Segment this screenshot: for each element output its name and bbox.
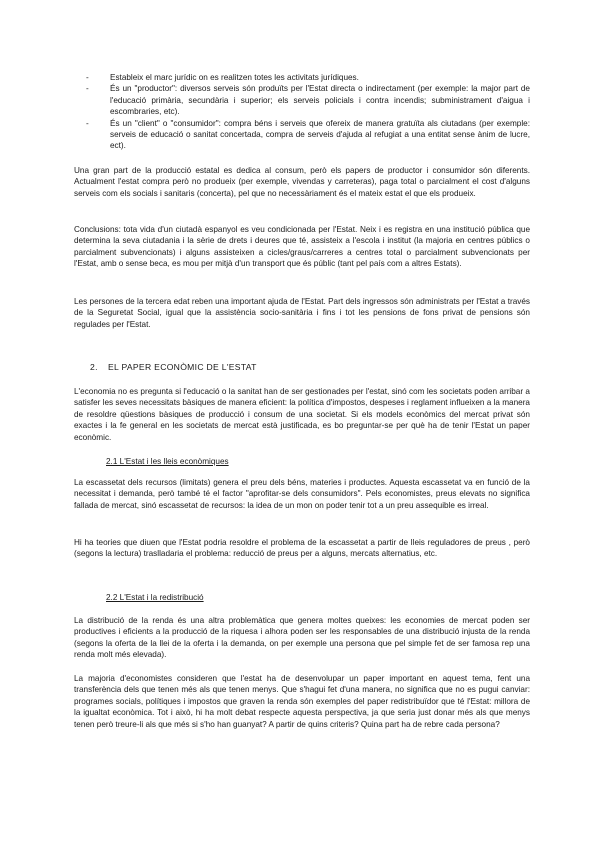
paragraph-production: Una gran part de la producció estatal es dedica al consum, però els papers de productor i consumidor són diferents. Actualment l'estat compra però no produeix (per exemple, vivendas y carreteras), paga total o parcialment el cost d'alguns serveis com els socials i sanitaris (concerta), pel que no necessàriament és el mateix estat el que els produeix. (74, 166, 530, 198)
bullet-marker: - (86, 84, 89, 94)
paragraph-redistribution: La majoria d'economistes consideren que l'estat ha de desenvolupar un paper important en aquest tema, fent una transferència dels que tenen més als que tenen menys. Que s'hagui fet d'una manera, no significa que no es pugui canviar: programes socials, polítiques i impostos que graven la renda són exemples del paper redistribuïdor que té l'Estat: millora de la igualtat econòmica. Tot i això, hi ha molt debat respecte aquesta perspectiva, ja que seria just donar més als que menys tenen però treure-li als que més si s'ho han guanyat? A partir de quins criteris? Quina part ha de rebre cada persona? (74, 674, 530, 729)
bullet-text: És un "client" o "consumidor": compra béns i serveis que ofereix de manera gratuïta als ciutadans (per exemple: serveis de educació o sanitat concertada, compra de serveis d'ajuda al refugiat a una entitat sense ànim de lucre, ect). (110, 118, 530, 151)
paragraph-price-laws: Hi ha teories que diuen que l'Estat podria resoldre el problema de la escassetat a partir de lleis reguladores de preus , però (segons la lectura) traslladaria el problema: reducció de preus per a alguns, mercats alternatius, etc. (74, 538, 530, 559)
bullet-text: És un "productor": diversos serveis són produïts per l'Estat directa o indirectament (per exemple: la major part de l'educació primària, secundària i superior; els serveis policials i contra incendis; subministrament d'aigua i escombraries, etc). (110, 84, 530, 117)
bullet-text: Estableix el marc jurídic on es realitzen totes les activitats jurídiques. (110, 73, 359, 82)
bullet-marker: - (86, 73, 89, 82)
paragraph-economy: L'economia no es pregunta si l'educació o la sanitat han de ser gestionades per l'estat, sinó com les societats poden arribar a satisfer les seves necessitats bàsiques de manera eficient: la política d'impostos, despeses i reglament influeixen a la manera de resoldre qüestions bàsiques de producció i consum de una societat. Si els models econòmics del mercat privat són exactes i la fe general en les societats de mercat està justificada, es bo preguntar-se per què ha de tenir l'Estat un paper econòmic. (74, 387, 530, 442)
state-roles-list (86, 72, 530, 152)
section-heading (90, 362, 257, 373)
section-title: EL PAPER ECONÒMIC DE L'ESTAT (108, 362, 257, 372)
list-item (86, 72, 530, 83)
paragraph-scarcity: La escassetat dels recursos (limitats) genera el preu dels béns, materies i productes. Aquesta escassetat va en funció de la necessitat i demanda, però també té el factor "aprofitar-se dels consumidors". Pels economistes, preus elevats no significa fallada de mercat, sinó escassetat de recursos: la idea de un mon on poder tenir tot a un preu assequible es irreal. (74, 478, 530, 510)
list-item (86, 83, 530, 117)
subsection-heading-2-2: 2.2 L'Estat i la redistribució (106, 593, 204, 602)
bullet-marker: - (86, 118, 89, 128)
list-item (86, 118, 530, 152)
section-number: 2. (90, 362, 98, 372)
paragraph-income-distribution: La distribució de la renda és una altra problemàtica que genera moltes queixes: les economies de mercat poden ser productives i eficients a la producció de la riquesa i alhora poden ser les responsables de una distribució injusta de la renda (segons la oferta de la llei de la oferta i la demanda, on per exemple una persona que pel simple fet de ser famosa rep una renda molt més elevada). (74, 616, 530, 660)
paragraph-conclusions: Conclusions: tota vida d'un ciutadà espanyol es veu condicionada per l'Estat. Neix i es registra en una institució pública que determina la seva ciutadania i la sèrie de drets i deures que té, assisteix a l'escola i institut (la majoria en centres públics o parcialment subvencionats) i alguns assisteixen a cicles/graus/carreres a centres total o parcialment subvencionats per l'Estat, amb o sense beca, es mou per mitjà d'un transport que és públic (tant pel país com a altres Estats). (74, 225, 530, 269)
subsection-heading-2-1: 2.1 L'Estat i les lleis econòmiques (106, 457, 229, 466)
paragraph-elderly: Les persones de la tercera edat reben una important ajuda de l'Estat. Part dels ingressos són administrats per l'Estat a través de la Seguretat Social, igual que la assistència socio-sanitària i fins i tot les pensions de fons privat de pensions són regulades per l'Estat. (74, 297, 530, 329)
